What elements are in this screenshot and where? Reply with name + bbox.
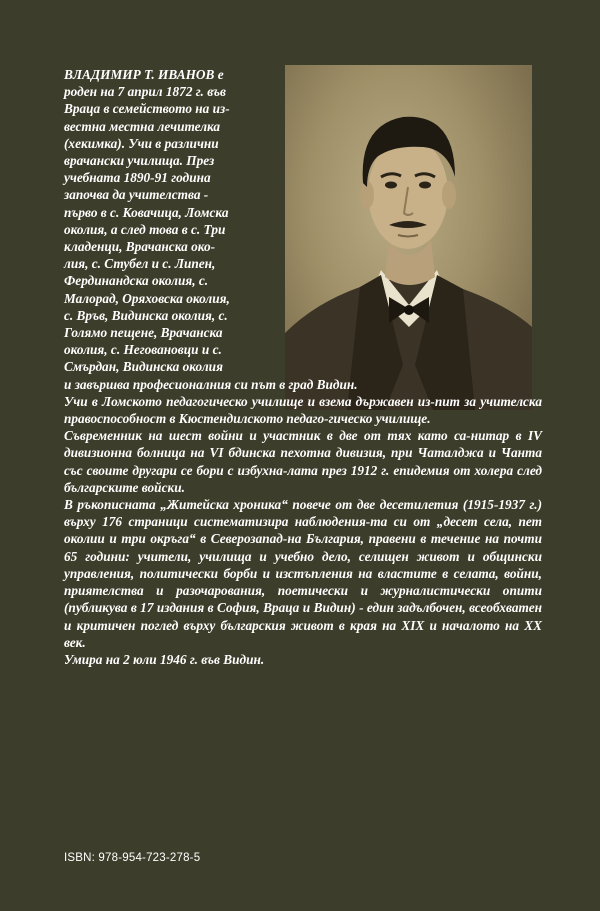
isbn-number: ISBN: 978-954-723-278-5 bbox=[64, 852, 201, 864]
biography-paragraph-death: Умира на 2 юли 1946 г. във Видин. bbox=[64, 651, 265, 667]
intro-line: Враца в семейството на из- bbox=[64, 101, 230, 117]
biography-paragraph-wars: Съвременник на шест войни и участник в две от тях като са-нитар в IV дивизионна болница на VI бдинска пехотна дивизия, при Чаталджа и Чанта със своите другари се бори с избухна-лата през 1912 г. епидемия от холера след българските войски. bbox=[64, 428, 542, 495]
biography-intro bbox=[64, 66, 282, 376]
intro-line: учебната 1890-91 година bbox=[64, 170, 211, 186]
biography-paragraph-chronicle: В ръкописната „Житейска хроника“ повече от две десетилетия (1915-1937 г.) върху 176 страници систематизира наблюдения-та си от „десет села, пет околии и три окръга“ в Северозапад-на България, правени в течение на почти 65 години: учители, училища и учебно дело, селищен живот и общински управления, политически борби и изстъпления на властите в селата, войни, приятелства и разочарования, поетически и журналистически опити (публикува в 17 издания в София, Враца и Видин) - един задълбочен, всеобхватен и критичен поглед върху българския живот в края на XIX и началото на XX век. bbox=[64, 497, 542, 650]
intro-line: вестна местна лечителка bbox=[64, 118, 221, 134]
biography-paragraph-education: Учи в Ломското педагогическо училище и взема държавен из-пит за учителска правоспособност в Кюстендилското педаго-гическо училище. bbox=[64, 393, 542, 427]
intro-line: врачански училища. През bbox=[64, 153, 215, 169]
intro-line: лия, с. Стубел и с. Липен, bbox=[64, 256, 216, 272]
intro-line: Малорад, Оряховска околия, bbox=[64, 290, 230, 306]
intro-line: започва да учителства - bbox=[64, 187, 209, 203]
intro-line: околия, с. Негованoвци и с. bbox=[64, 342, 222, 358]
intro-line: роден на 7 април 1872 г. във bbox=[64, 84, 226, 100]
biography-text bbox=[64, 66, 542, 668]
intro-line: Голямо пещене, Врачанска bbox=[64, 325, 223, 341]
intro-line: Смърдан, Видинска околия bbox=[64, 359, 223, 375]
intro-line: с. Връв, Видинска околия, с. bbox=[64, 307, 228, 323]
intro-line: кладенци, Врачанска око- bbox=[64, 239, 216, 255]
biography-continuation: и завършва професионалния си път в град Видин. bbox=[64, 376, 358, 392]
intro-line: околия, а след това в с. Три bbox=[64, 221, 226, 237]
intro-line: (хекимка). Учи в различни bbox=[64, 135, 219, 151]
intro-line: първо в с. Ковачица, Ломска bbox=[64, 204, 229, 220]
intro-line: ВЛАДИМИР Т. ИВАНОВ е bbox=[64, 67, 224, 82]
intro-line: Фердинандска околия, с. bbox=[64, 273, 209, 289]
